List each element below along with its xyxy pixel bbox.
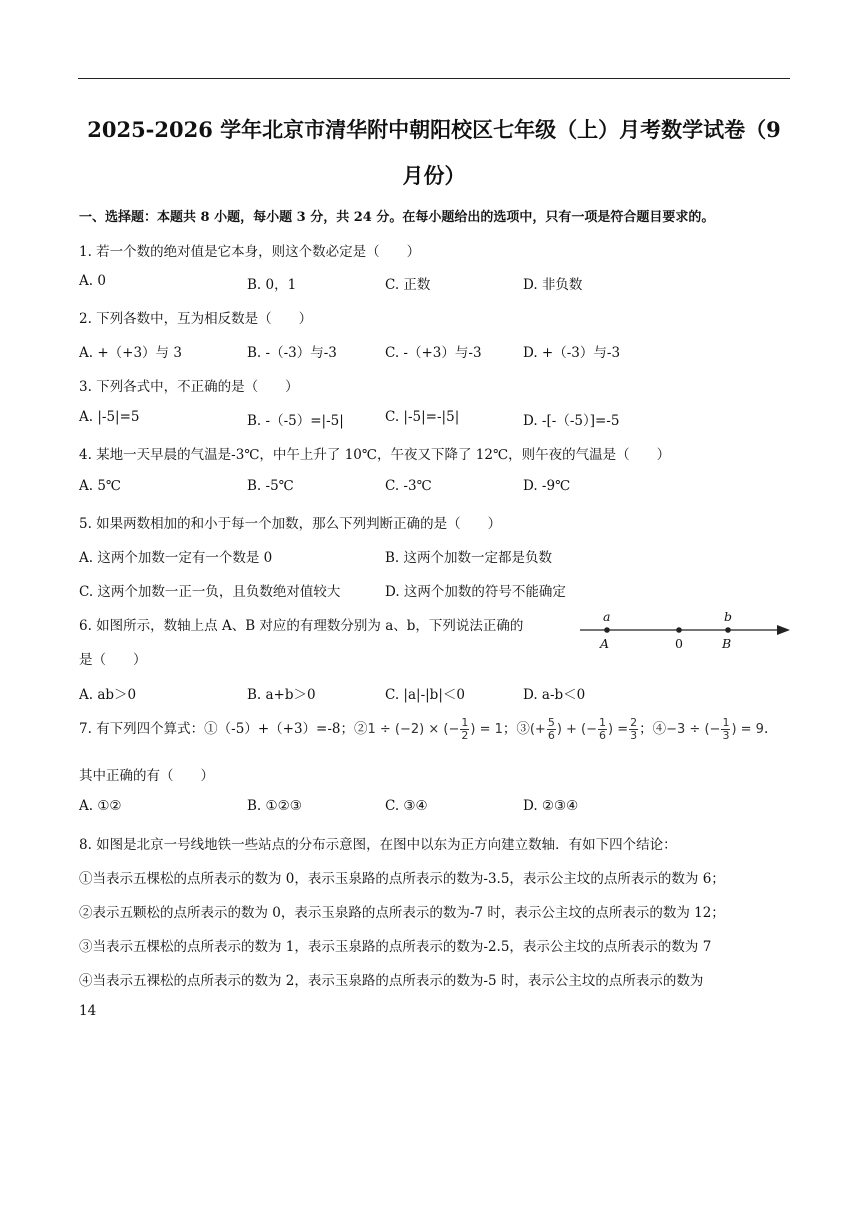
q6-option-c: C. |a|-|b|＜0: [385, 687, 465, 703]
question-1-stem: 1. 若一个数的绝对值是它本身，则这个数必定是（ ）: [79, 244, 421, 260]
q7-sep3: ；③: [502, 721, 530, 737]
q7-expr2-part-b: ) = 1: [470, 722, 503, 737]
q2-option-a: A. +（+3）与 3: [79, 345, 182, 361]
q7-expr3: [529, 716, 639, 742]
q7-expr2-frac: [460, 717, 469, 742]
label-zero: 0: [675, 636, 683, 651]
q1-option-b: B. 0，1: [247, 277, 297, 293]
q2-option-c: C. -（+3）与-3: [385, 345, 482, 361]
q3-option-a: A. |-5|=5: [79, 409, 140, 425]
q7-option-c: C. ③④: [385, 798, 428, 814]
label-a-lower: a: [603, 609, 611, 624]
q7-expr3-frac3: [629, 717, 638, 742]
q5-option-c: C. 这两个加数一正一负，且负数绝对值较大: [79, 584, 341, 600]
q1-option-c: C. 正数: [385, 277, 431, 293]
q3-option-d: D. -[-（-5）]=-5: [523, 413, 620, 429]
question-5-stem: 5. 如果两数相加的和小于每一个加数，那么下列判断正确的是（ ）: [79, 516, 502, 532]
q7-expr4-den: 3: [722, 729, 730, 742]
q6-option-b: B. a+b＞0: [247, 687, 316, 703]
q7-expr3-part-c: ) =: [608, 722, 629, 737]
q6-option-d: D. a-b＜0: [523, 687, 586, 703]
q8-conclusion-3: ③当表示五棵松的点所表示的数为 1，表示玉泉路的点所表示的数为-2.5，表示公主坟的点所表示的数为 7: [79, 939, 712, 955]
question-6-stem: 6. 如图所示，数轴上点 A、B 对应的有理数分别为 a、b，下列说法正确的: [79, 618, 524, 634]
label-A-upper: A: [600, 636, 610, 651]
q7-expr3-frac1: [547, 717, 556, 742]
q2-option-b: B. -（-3）与-3: [247, 345, 337, 361]
label-b-lower: b: [724, 609, 733, 624]
number-line-arrow: [777, 625, 790, 635]
q7-expr4: [666, 716, 764, 742]
q7-expr4-part-a: −3 ÷ (−: [666, 722, 721, 737]
q7-expr3-part-b: ) + (−: [556, 722, 598, 737]
q7-expr3-d1: 6: [547, 729, 555, 742]
q8-conclusion-1: ①当表示五棵松的点所表示的数为 0，表示玉泉路的点所表示的数为-3.5，表示公主坟的点所表示的数为 6；: [79, 871, 725, 887]
question-7-stem-cont: 其中正确的有（ ）: [79, 768, 214, 784]
q7-expr3-n3: 2: [630, 716, 638, 729]
q7-expr3-d3: 3: [630, 729, 638, 742]
q8-conclusion-4: ④当表示五裸松的点所表示的数为 2，表示玉泉路的点所表示的数为-5 时，表示公主坟的点所表示的数为: [79, 973, 704, 989]
q1-option-a: A. 0: [79, 273, 106, 289]
q3-option-c: C. |-5|=-|5|: [385, 409, 460, 425]
q5-option-b: B. 这两个加数一定都是负数: [385, 550, 553, 566]
q4-option-c: C. -3℃: [385, 478, 432, 494]
q5-option-d: D. 这两个加数的符号不能确定: [385, 584, 566, 600]
q7-option-d: D. ②③④: [523, 798, 579, 814]
q7-expr4-frac: [721, 717, 730, 742]
q7-expr2-den: 2: [461, 729, 469, 742]
q7-expr3-d2: 6: [599, 729, 607, 742]
q3-option-b: B. -（-5）=|-5|: [247, 413, 344, 429]
q7-expr3-part-a: (+: [529, 722, 546, 737]
q7-option-b: B. ①②③: [247, 798, 302, 814]
question-8-stem: 8. 如图是北京一号线地铁一些站点的分布示意图，在图中以东为正方向建立数轴．有如下四个结论：: [79, 837, 677, 853]
label-B-upper: B: [722, 636, 732, 651]
q6-option-a: A. ab＞0: [79, 687, 137, 703]
q4-option-a: A. 5℃: [79, 478, 122, 494]
exam-title-line1: 2025-2026 学年北京市清华附中朝阳校区七年级（上）月考数学试卷（9: [87, 117, 781, 142]
q7-end: .: [763, 721, 769, 737]
q7-option-a: A. ①②: [79, 798, 122, 814]
q2-option-d: D. +（-3）与-3: [523, 345, 621, 361]
question-3-stem: 3. 下列各式中，不正确的是（ ）: [79, 379, 299, 395]
q7-sep4: ；④: [639, 721, 667, 737]
q7-expr3-n1: 5: [547, 716, 555, 729]
point-a-dot: [604, 627, 610, 633]
q1-option-d: D. 非负数: [523, 277, 583, 293]
q7-prefix: 7. 有下列四个算式：①（-5）+（+3）=-8；②: [79, 721, 368, 737]
question-2-stem: 2. 下列各数中，互为相反数是（ ）: [79, 311, 313, 327]
section-heading: 一、选择题：本题共 8 小题，每小题 3 分，共 24 分。在每小题给出的选项中，只有一项是符合题目要求的。: [79, 210, 715, 225]
point-b-dot: [725, 627, 731, 633]
q5-option-a: A. 这两个加数一定有一个数是 0: [79, 550, 273, 566]
q7-expr4-num: 1: [722, 716, 730, 729]
q4-option-d: D. -9℃: [523, 478, 571, 494]
exam-title-line2: 月份）: [402, 163, 466, 188]
q7-expr3-frac2: [598, 717, 607, 742]
number-line-figure: [578, 609, 793, 654]
origin-dot: [676, 627, 682, 633]
q7-expr2: [367, 716, 503, 742]
top-rule: [78, 78, 790, 79]
q7-expr2-part-a: 1 ÷ (−2) × (−: [367, 722, 460, 737]
question-6-stem-cont: 是（ ）: [79, 652, 147, 668]
q7-expr4-part-b: ) = 9: [731, 722, 764, 737]
question-7-stem: [79, 709, 768, 750]
q4-option-b: B. -5℃: [247, 478, 294, 494]
q8-conclusion-4-cont: 14: [79, 1003, 97, 1019]
q8-conclusion-2: ②表示五颗松的点所表示的数为 0，表示玉泉路的点所表示的数为-7 时，表示公主坟的点所表示的数为 12；: [79, 905, 725, 921]
q7-expr2-num: 1: [461, 716, 469, 729]
q7-expr3-n2: 1: [599, 716, 607, 729]
question-4-stem: 4. 某地一天早晨的气温是-3℃，中午上升了 10℃，午夜又下降了 12℃，则午夜的气温是（ ）: [79, 447, 671, 463]
